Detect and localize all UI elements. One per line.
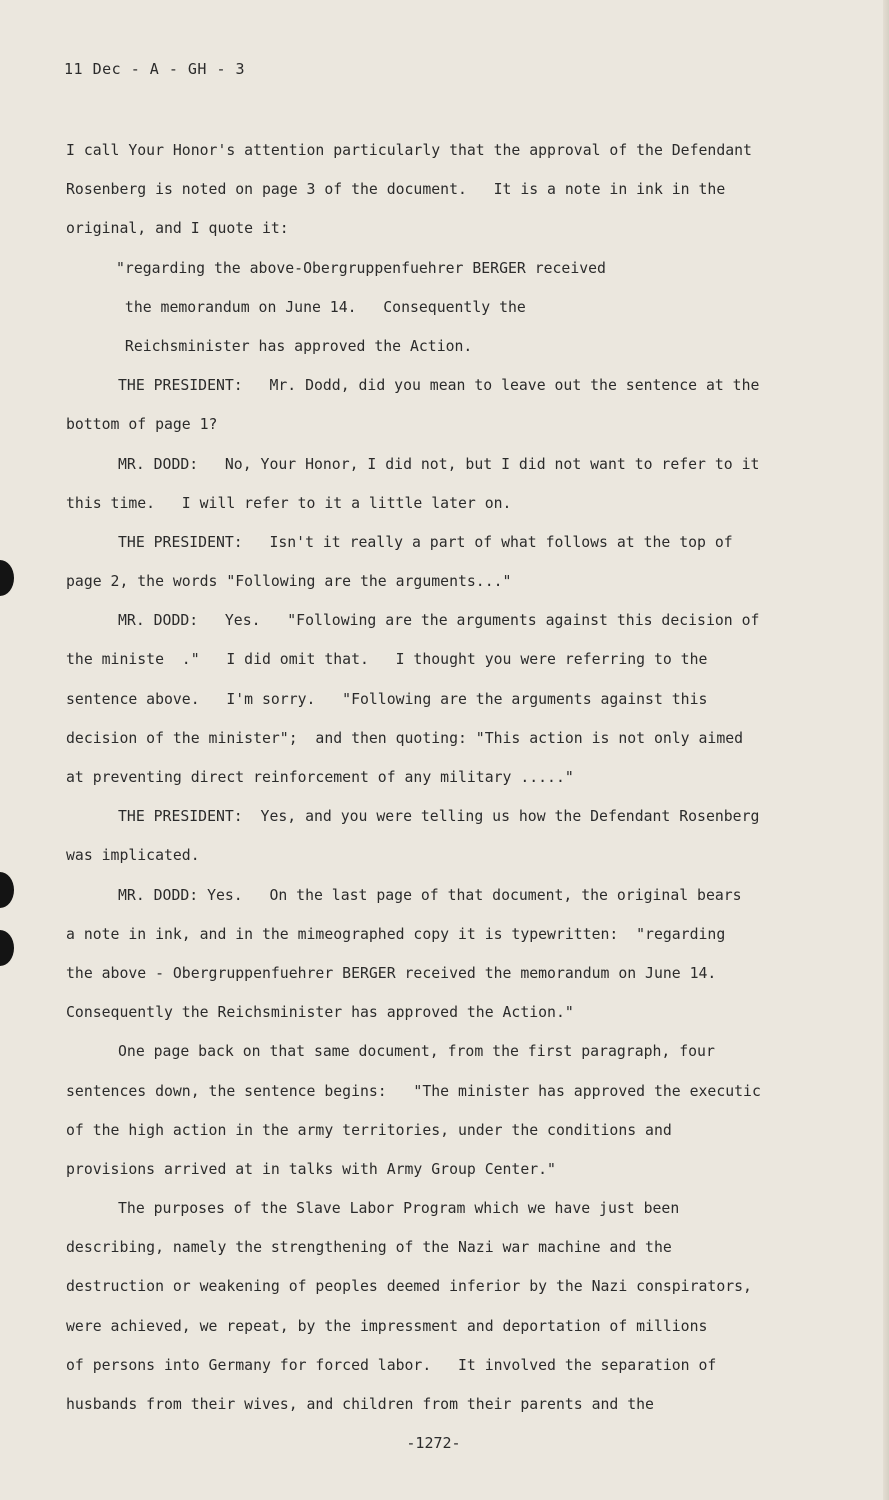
text-line: bottom of page 1? xyxy=(66,416,218,434)
punch-hole xyxy=(0,930,14,966)
paragraph-quote xyxy=(66,249,836,367)
text-line: this time. I will refer to it a little later on. xyxy=(66,494,512,512)
document-body xyxy=(66,131,836,1424)
page-edge xyxy=(883,0,889,1500)
text-line: Consequently the Reichsminister has approved the Action." xyxy=(66,1004,574,1022)
paragraph-p5 xyxy=(66,601,836,797)
paragraph-p3 xyxy=(66,445,836,523)
text-line: Reichsminister has approved the Action. xyxy=(116,337,473,355)
page-number xyxy=(0,1434,889,1452)
text-line: MR. DODD: No, Your Honor, I did not, but I did not want to refer to it xyxy=(118,455,760,473)
text-line: describing, namely the strengthening of the Nazi war machine and the xyxy=(66,1239,672,1257)
text-line: Rosenberg is noted on page 3 of the document. It is a note in ink in the xyxy=(66,181,726,199)
text-line: sentences down, the sentence begins: "The minister has approved the executic xyxy=(66,1082,761,1100)
paragraph-p2 xyxy=(66,366,836,444)
text-line: husbands from their wives, and children from their parents and the xyxy=(66,1396,654,1413)
text-line: destruction or weakening of peoples deemed inferior by the Nazi conspirators, xyxy=(66,1278,752,1296)
paragraph-p9 xyxy=(66,1189,836,1424)
text-line: I call Your Honor's attention particularly that the approval of the Defendant xyxy=(66,142,752,159)
text-line: page 2, the words "Following are the arguments..." xyxy=(66,573,512,591)
punch-hole xyxy=(0,560,14,596)
page-header: 11 Dec - A - GH - 3 xyxy=(64,60,246,78)
text-line: "regarding the above-Obergruppenfuehrer BERGER received xyxy=(116,259,606,277)
text-line: the memorandum on June 14. Consequently the xyxy=(116,298,526,316)
page-number-text: -1272- xyxy=(406,1434,461,1452)
text-line: THE PRESIDENT: Mr. Dodd, did you mean to leave out the sentence at the xyxy=(118,377,760,395)
text-line: the ministe ." I did omit that. I thought you were referring to the xyxy=(66,651,708,669)
text-line: decision of the minister"; and then quoting: "This action is not only aimed xyxy=(66,729,744,747)
text-line: provisions arrived at in talks with Army Group Center." xyxy=(66,1160,556,1178)
text-line: a note in ink, and in the mimeographed copy it is typewritten: "regarding xyxy=(66,925,726,943)
text-line: MR. DODD: Yes. On the last page of that document, the original bears xyxy=(118,886,742,904)
text-line: THE PRESIDENT: Isn't it really a part of what follows at the top of xyxy=(118,533,733,551)
text-line: were achieved, we repeat, by the impressment and deportation of millions xyxy=(66,1317,708,1335)
punch-hole xyxy=(0,872,14,908)
paragraph-p4 xyxy=(66,523,836,601)
text-line: of persons into Germany for forced labor. It involved the separation of xyxy=(66,1356,717,1374)
text-line: The purposes of the Slave Labor Program which we have just been xyxy=(118,1200,680,1218)
paragraph-p8 xyxy=(66,1032,836,1189)
paragraph-p7 xyxy=(66,876,836,1033)
text-line: original, and I quote it: xyxy=(66,220,289,238)
text-line: at preventing direct reinforcement of any military ....." xyxy=(66,769,574,786)
text-line: MR. DODD: Yes. "Following are the arguments against this decision of xyxy=(118,612,760,630)
text-line: THE PRESIDENT: Yes, and you were telling us how the Defendant Rosenberg xyxy=(118,808,760,826)
text-line: One page back on that same document, from the first paragraph, four xyxy=(118,1043,715,1061)
text-line: the above - Obergruppenfuehrer BERGER received the memorandum on June 14. xyxy=(66,964,717,982)
text-line: was implicated. xyxy=(66,847,200,865)
text-line: of the high action in the army territories, under the conditions and xyxy=(66,1121,672,1139)
paragraph-p6 xyxy=(66,797,836,875)
paragraph-p1 xyxy=(66,131,836,249)
text-line: sentence above. I'm sorry. "Following are the arguments against this xyxy=(66,690,708,708)
